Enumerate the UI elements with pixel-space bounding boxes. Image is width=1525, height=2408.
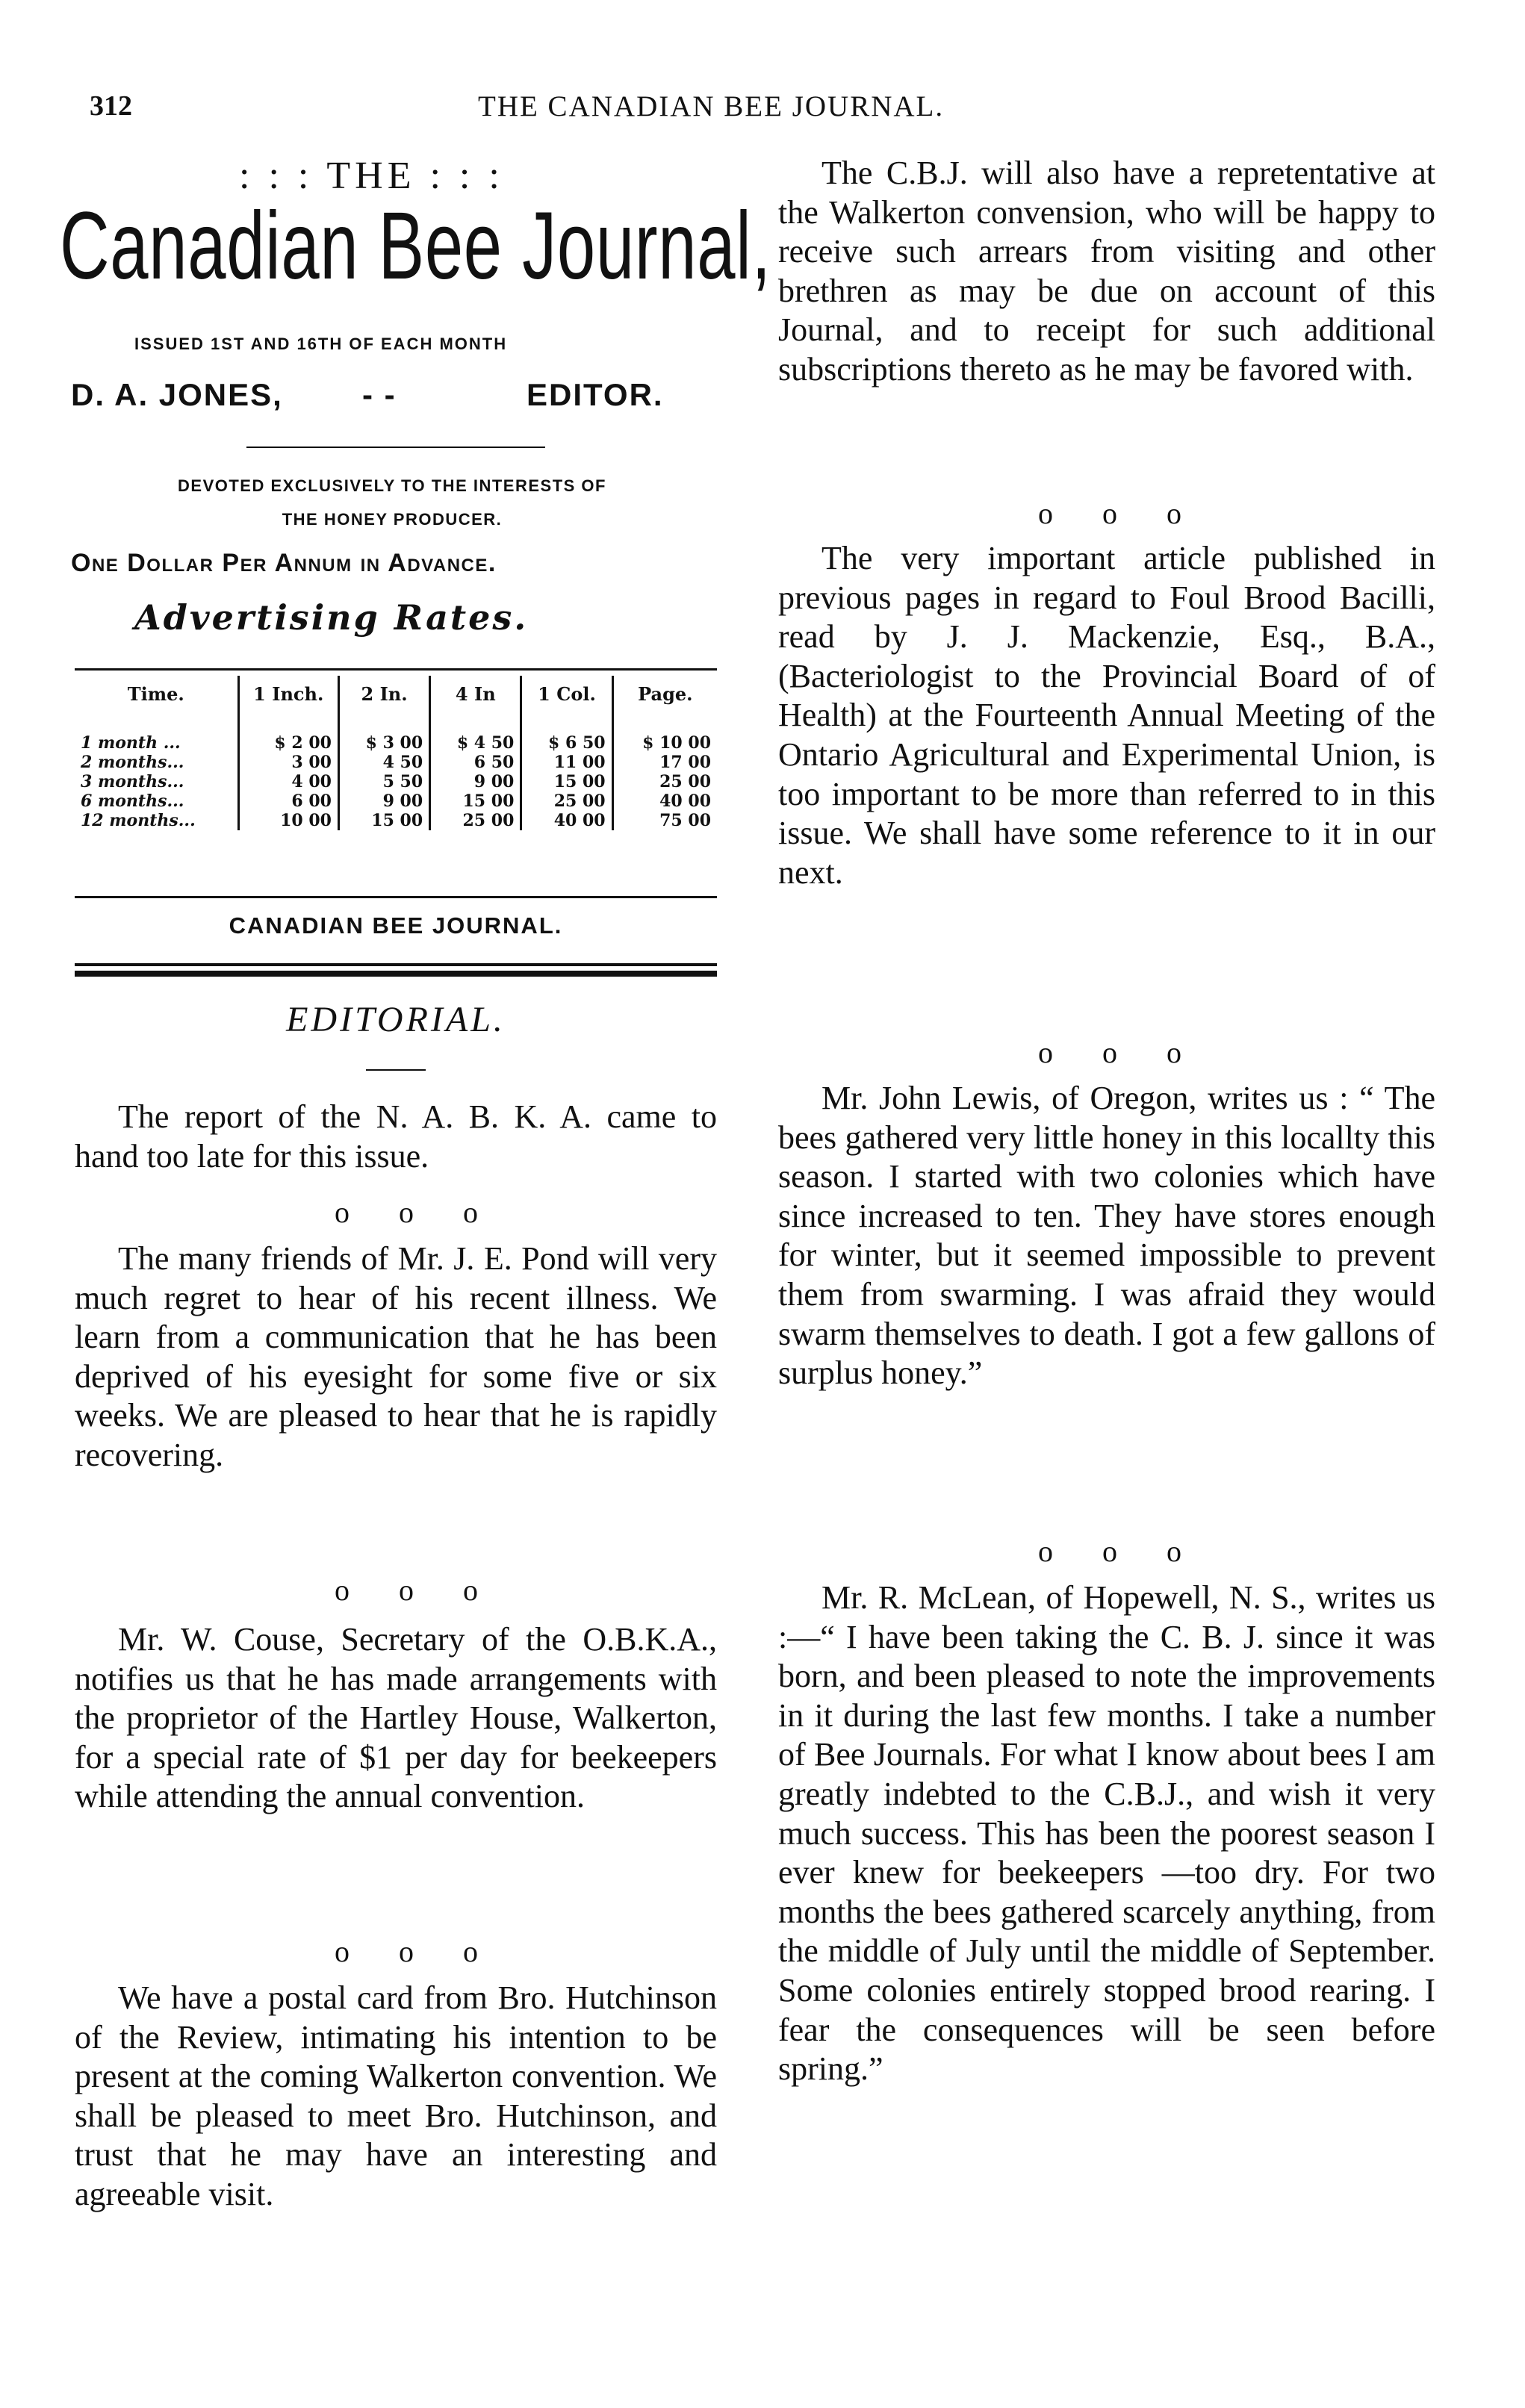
table-row — [75, 721, 717, 753]
table-cell: 25 00 — [521, 791, 612, 811]
paragraph-separator: o o o — [335, 1195, 499, 1229]
col-2-in: 2 In. — [338, 676, 429, 721]
col-1-col: 1 Col. — [521, 676, 612, 721]
editorial-paragraph: The many friends of Mr. J. E. Pond will very much regret to hear of his recent illness. We learn from a communication that he has been deprived of his eyesight for some five or six weeks. We are pleased to hear that he is rapidly recovering. — [75, 1240, 717, 1473]
table-cell: 10 00 — [238, 811, 338, 830]
table-cell: $ 6 50 — [521, 721, 612, 753]
editor-title: EDITOR. — [527, 377, 664, 412]
table-cell: 12 months... — [81, 811, 196, 830]
table-cell: 15 00 — [338, 811, 429, 830]
table-cell: 11 00 — [521, 753, 612, 772]
table-cell: 25 00 — [430, 811, 521, 830]
journal-name: Canadian Bee Journal, — [60, 193, 771, 299]
table-row — [75, 753, 717, 772]
issue-frequency: ISSUED 1ST AND 16TH OF EACH MONTH — [134, 335, 508, 353]
paragraph-separator: o o o — [335, 1935, 499, 1968]
table-footer-label: CANADIAN BEE JOURNAL. — [229, 912, 563, 939]
devoted-line-2: THE HONEY PRODUCER. — [282, 510, 503, 529]
table-cell: 6 00 — [238, 791, 338, 811]
table-cell: 17 00 — [612, 753, 717, 772]
paragraph-separator: o o o — [1038, 497, 1202, 530]
editorial-paragraph: We have a postal card from Bro. Hutchinson of the Review, intimating his intention to be present at the coming Walkerton convention. We shall be pleased to meet Bro. Hutchinson, and trust that he may have an interesting and agreeable visit. — [75, 1979, 717, 2212]
advertising-rates-table — [75, 676, 717, 830]
table-cell: 40 00 — [612, 791, 717, 811]
editor-dashes: - - — [362, 377, 397, 412]
double-rule-top — [75, 963, 717, 966]
table-cell: 5 50 — [338, 772, 429, 791]
table-cell: 6 months... — [81, 791, 184, 811]
masthead-the-line: : : : THE : : : — [239, 155, 504, 197]
editor-name: D. A. JONES, — [71, 377, 283, 412]
paragraph-separator: o o o — [1038, 1534, 1202, 1568]
table-cell: 9 00 — [338, 791, 429, 811]
running-title: THE CANADIAN BEE JOURNAL. — [478, 90, 945, 122]
table-header-row — [75, 676, 717, 721]
editorial-paragraph: Mr. John Lewis, of Oregon, writes us : “ The bees gathered very little honey in this locallty this season. I started with two colonies which have since increased to ten. They have stores enough for winter, but it seemed impossible to prevent them from swarming. I was afraid they would swarm themselves to death. I got a few gallons of surplus honey.” — [778, 1080, 1435, 1392]
table-cell: $ 2 00 — [238, 721, 338, 753]
table-cell: 1 month ... — [81, 733, 181, 753]
table-row — [75, 811, 717, 830]
editorial-paragraph: The C.B.J. will also have a repretentative at the Walkerton convension, who will be happy to receive such arrears from visiting and other brethren as may be due on account of this Journal, and to receipt for such additional subscriptions thereto as he may be favored with. — [778, 155, 1435, 388]
editorial-paragraph: The report of the N. A. B. K. A. came to hand too late for this issue. — [75, 1098, 717, 1175]
table-cell: 6 50 — [430, 753, 521, 772]
subscription-price: One Dollar Per Annum in Advance. — [71, 549, 497, 577]
table-bottom-rule — [75, 896, 717, 898]
paragraph-separator: o o o — [1038, 1036, 1202, 1069]
table-cell: $ 10 00 — [612, 721, 717, 753]
table-cell: $ 4 50 — [430, 721, 521, 753]
devoted-line-1: DEVOTED EXCLUSIVELY TO THE INTERESTS OF — [178, 476, 606, 495]
table-row — [75, 772, 717, 791]
col-page: Page. — [612, 676, 717, 721]
table-cell: 9 00 — [430, 772, 521, 791]
paragraph-separator: o o o — [335, 1573, 499, 1607]
col-4-in: 4 In — [430, 676, 521, 721]
devoted-statement — [75, 469, 709, 536]
table-cell: 75 00 — [612, 811, 717, 830]
table-cell: 3 00 — [238, 753, 338, 772]
title-underline — [366, 1069, 426, 1071]
col-1-inch: 1 Inch. — [238, 676, 338, 721]
section-title: EDITORIAL. — [286, 1000, 506, 1039]
table-top-rule — [75, 668, 717, 671]
editorial-paragraph: The very important article published in previous pages in regard to Foul Brood Bacilli, read by J. J. Mackenzie, Esq., B.A., (Bacteriologist to the Provincial Board of of Health) at the Fourteenth Annual Meeting of the Ontario Agricultural and Experimental Union, is too important to be more than referred to in this issue. We shall have some reference to it in our next. — [778, 540, 1435, 891]
table-cell: 4 00 — [238, 772, 338, 791]
page-number: 312 — [90, 90, 132, 122]
col-time: Time. — [127, 683, 184, 705]
table-cell: 40 00 — [521, 811, 612, 830]
table-row — [75, 791, 717, 811]
table-cell: 15 00 — [521, 772, 612, 791]
editorial-paragraph: Mr. R. McLean, of Hopewell, N. S., writes us :—“ I have been taking the C. B. J. since it was born, and been pleased to note the improvements in it during the last few months. I take a number of Bee Journals. For what I know about bees I am greatly indebted to the C.B.J., and wish it very much success. This has been the poorest season I ever knew for beekeepers —too dry. For two months the bees gathered scarcely anything, from the middle of July until the middle of September. Some colonies entirely stopped brood rearing. I fear the consequences will be seen before spring.” — [778, 1579, 1435, 2088]
table-cell: 15 00 — [430, 791, 521, 811]
editorial-paragraph: Mr. W. Couse, Secretary of the O.B.K.A., notifies us that he has made arrangements with the proprietor of the Hartley House, Walkerton, for a special rate of $1 per day for beekeepers while attending the annual convention. — [75, 1621, 717, 1815]
table-cell: 25 00 — [612, 772, 717, 791]
table-cell: 4 50 — [338, 753, 429, 772]
double-rule-bottom — [75, 971, 717, 977]
table-cell: 2 months... — [81, 753, 184, 772]
table-cell: $ 3 00 — [338, 721, 429, 753]
advertising-rates-heading: Advertising Rates. — [134, 597, 529, 638]
masthead-divider — [246, 447, 545, 448]
table-cell: 3 months... — [81, 772, 184, 791]
